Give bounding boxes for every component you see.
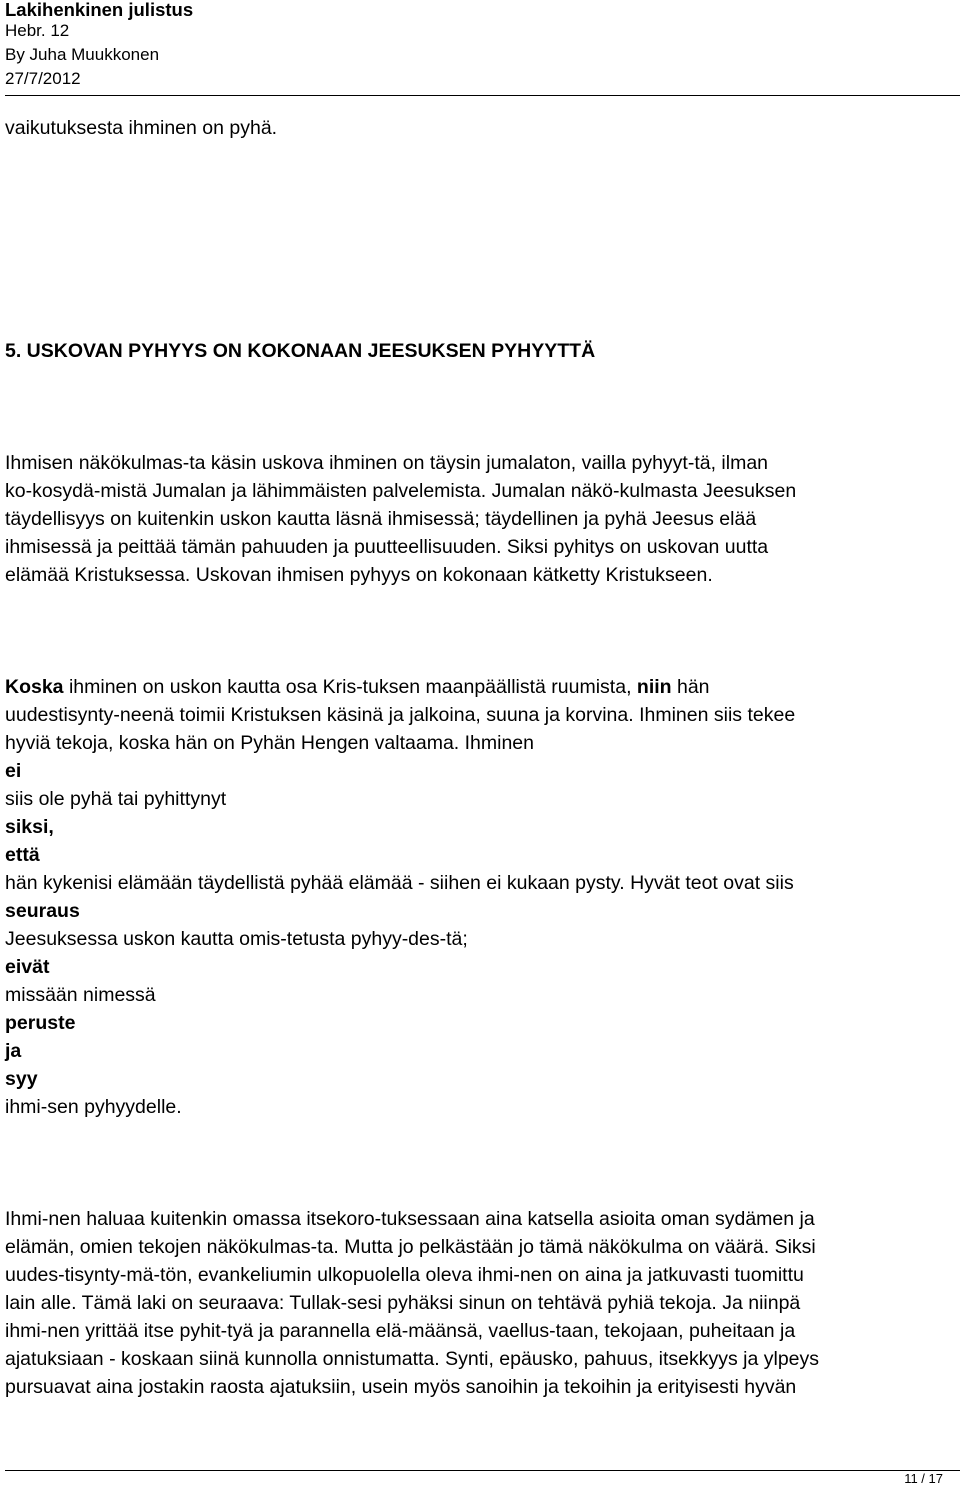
paragraph-1-line: elämää Kristuksessa. Uskovan ihmisen pyhyys on kokonaan kätketty Kristukseen. <box>5 564 713 586</box>
emphasis-syy: syy <box>5 1068 38 1090</box>
paragraph-2-line: hyviä tekoja, koska hän on Pyhän Hengen valtaama. Ihminen <box>5 732 534 754</box>
paragraph-3-line: lain alle. Tämä laki on seuraava: Tullak-sesi pyhäksi sinun on tehtävä pyhiä tekoja. Ja niinpä <box>5 1292 801 1314</box>
paragraph-2-line: siis ole pyhä tai pyhittynyt <box>5 788 227 810</box>
footer-divider <box>5 1470 960 1471</box>
paragraph-2-text: hän <box>671 676 710 698</box>
paragraph-1-line: ko-kosydä-mistä Jumalan ja lähimmäisten palvelemista. Jumalan näkö-kulmasta Jeesuksen <box>5 480 797 502</box>
paragraph-2-line: ihmi-sen pyhyydelle. <box>5 1096 182 1118</box>
paragraph-2-line: hän kykenisi elämään täydellistä pyhää elämää - siihen ei kukaan pysty. Hyvät teot ovat siis <box>5 872 794 894</box>
emphasis-niin: niin <box>636 676 672 698</box>
paragraph-2-line-1 <box>5 673 940 701</box>
emphasis-peruste: peruste <box>5 1012 76 1034</box>
page-header <box>5 0 960 96</box>
paragraph-1-line: Ihmisen näkökulmas-ta käsin uskova ihminen on täysin jumalaton, vailla pyhyyt-tä, ilman <box>5 452 769 474</box>
paragraph-1-line: täydellisyys on kuitenkin uskon kautta läsnä ihmisessä; täydellinen ja pyhä Jeesus elää <box>5 508 757 530</box>
paragraph-3-line: uudes-tisynty-mä-tön, evankeliumin ulkopuolella oleva ihmi-nen on aina ja jatkuvasti tuomittu <box>5 1264 804 1286</box>
emphasis-ei: ei <box>5 760 22 782</box>
emphasis-siksi: siksi, <box>5 816 54 838</box>
paragraph-3-line: elämän, omien tekojen näkökulmas-ta. Mutta jo pelkästään jo tämä näkökulma on väärä. Siksi <box>5 1236 816 1258</box>
emphasis-koska: Koska <box>5 676 64 698</box>
paragraph-3-line: Ihmi-nen haluaa kuitenkin omassa itsekoro-tuksessaan aina katsella asioita oman sydämen ja <box>5 1208 815 1230</box>
paragraph-2-line: uudestisynty-neenä toimii Kristuksen käsinä ja jalkoina, suuna ja korvina. Ihminen siis tekee <box>5 704 796 726</box>
page-number: 11 / 17 <box>904 1471 943 1486</box>
paragraph-3-line: ihmi-nen yrittää itse pyhit-tyä ja parannella elä-määnsä, vaellus-taan, tekojaan, puheitaan ja <box>5 1320 796 1342</box>
paragraph-2-line: Jeesuksessa uskon kautta omis-tetusta pyhyy-des-tä; <box>5 928 468 950</box>
emphasis-etta: että <box>5 844 40 866</box>
intro-text: vaikutuksesta ihminen on pyhä. <box>5 117 278 139</box>
paragraph-3 <box>5 1205 940 1401</box>
date-line: 27/7/2012 <box>5 69 81 88</box>
author-line: By Juha Muukkonen <box>5 45 160 64</box>
emphasis-seuraus: seuraus <box>5 900 80 922</box>
paragraph-1-line: ihmisessä ja peittää tämän pahuuden ja puutteellisuuden. Siksi pyhitys on uskovan uutta <box>5 536 769 558</box>
header-divider <box>5 95 960 96</box>
paragraph-1 <box>5 449 940 589</box>
paragraph-2-text: ihminen on uskon kautta osa Kris-tuksen maanpäällistä ruumista, <box>63 676 637 698</box>
section-heading: 5. USKOVAN PYHYYS ON KOKONAAN JEESUKSEN PYHYYTTÄ <box>5 340 596 362</box>
document-title: Lakihenkinen julistus <box>5 0 194 20</box>
paragraph-3-line: ajatuksiaan - koskaan siinä kunnolla onnistumatta. Synti, epäusko, pahuus, itsekkyys ja ylpeys <box>5 1348 820 1370</box>
paragraph-2-line: missään nimessä <box>5 984 156 1006</box>
intro-paragraph <box>5 114 940 142</box>
emphasis-ja: ja <box>5 1040 22 1062</box>
paragraph-3-line: pursuavat aina jostakin raosta ajatuksiin, usein myös sanoihin ja tekoihin ja erityisesti hyvän <box>5 1376 797 1398</box>
emphasis-eivat: eivät <box>5 956 50 978</box>
paragraph-2 <box>5 673 940 1121</box>
scripture-reference: Hebr. 12 <box>5 21 70 40</box>
